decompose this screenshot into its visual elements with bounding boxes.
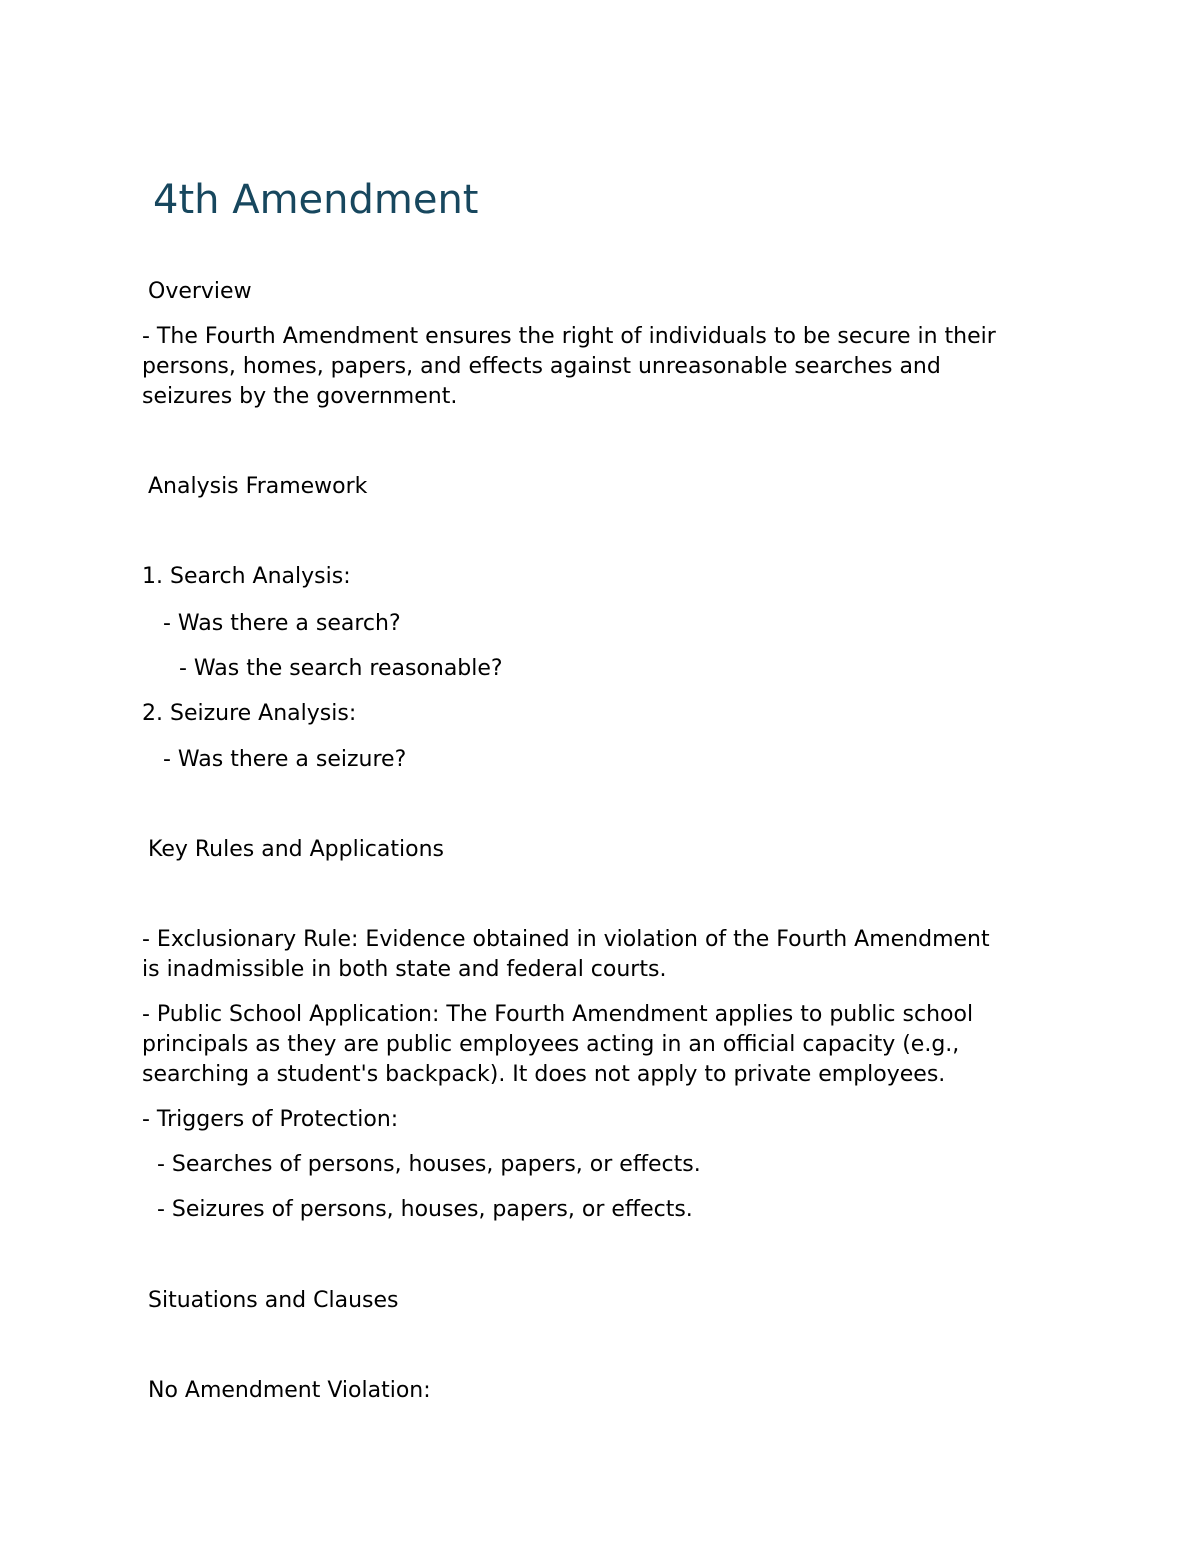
situations-heading: Situations and Clauses: [148, 1288, 399, 1313]
trigger-item: - Searches of persons, houses, papers, or effects.: [157, 1152, 701, 1177]
search-question: - Was the search reasonable?: [179, 656, 503, 681]
public-school-line: - Public School Application: The Fourth Amendment applies to public school: [142, 1002, 974, 1027]
search-question: - Was there a search?: [163, 611, 401, 636]
exclusionary-rule-line: is inadmissible in both state and federal courts.: [142, 957, 667, 982]
trigger-item: - Seizures of persons, houses, papers, or effects.: [157, 1197, 693, 1222]
triggers-title: - Triggers of Protection:: [142, 1107, 399, 1132]
public-school-line: principals as they are public employees acting in an official capacity (e.g.,: [142, 1032, 960, 1057]
overview-heading: Overview: [148, 279, 252, 304]
seizure-analysis-title: 2. Seizure Analysis:: [142, 701, 357, 726]
overview-body-line: seizures by the government.: [142, 384, 458, 409]
page-title: 4th Amendment: [153, 177, 479, 223]
rules-heading: Key Rules and Applications: [148, 837, 444, 862]
public-school-line: searching a student's backpack). It does not apply to private employees.: [142, 1062, 946, 1087]
search-analysis-title: 1. Search Analysis:: [142, 564, 351, 589]
framework-heading: Analysis Framework: [148, 474, 368, 499]
no-violation-heading: No Amendment Violation:: [148, 1378, 431, 1403]
overview-body-line: persons, homes, papers, and effects against unreasonable searches and: [142, 354, 941, 379]
overview-body-line: - The Fourth Amendment ensures the right of individuals to be secure in their: [142, 324, 996, 349]
exclusionary-rule-line: - Exclusionary Rule: Evidence obtained in violation of the Fourth Amendment: [142, 927, 990, 952]
seizure-question: - Was there a seizure?: [163, 747, 407, 772]
